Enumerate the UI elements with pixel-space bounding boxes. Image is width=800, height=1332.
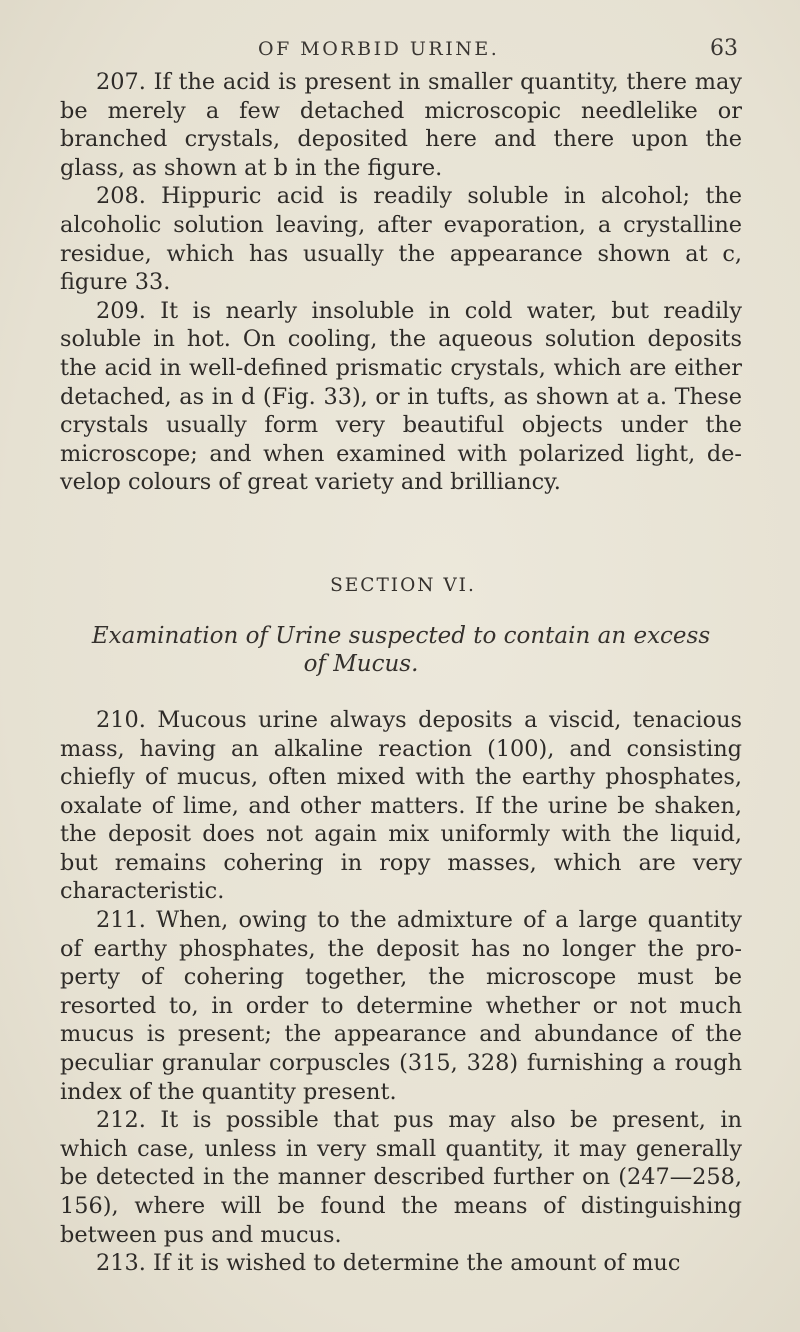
- running-head: [60, 28, 742, 68]
- section-subtitle-line-2: of Mucus.: [303, 650, 419, 677]
- page-number: 63: [710, 36, 738, 61]
- paragraph-208: 208. Hippuric acid is readily soluble in alcohol; the alcoholic solution leaving, after evaporation, a crystalline residue, which has usually the appearance shown at c, figure 33.: [60, 183, 742, 296]
- paragraph-211: 211. When, owing to the admixture of a large quantity of earthy phosphates, the deposit has no longer the pro-perty of cohering together, the microscope must be resorted to, in order to determine whether or not much mucus is present; the appearance and abundance of the peculiar granular corpuscles (315, 328) furnishing a rough index of the quantity present.: [60, 907, 742, 1105]
- running-title: OF MORBID URINE.: [258, 38, 500, 60]
- section-heading: SECTION VI.: [330, 574, 476, 596]
- section-subtitle-line-1: Examination of Urine suspected to contain an excess: [91, 622, 711, 649]
- section-subtitle: [60, 622, 742, 678]
- text-block-bottom: [60, 706, 742, 1278]
- paragraph-213: 213. If it is wished to determine the amount of muc: [96, 1250, 681, 1277]
- paragraph-210: 210. Mucous urine always deposits a viscid, tenacious mass, having an alkaline reaction (100), and consisting chiefly of mucus, often mixed with the earthy phosphates, oxalate of lime, and other matters. If the urine be shaken, the deposit does not again mix uniformly with the liquid, but remains cohering in ropy masses, which are very characteristic.: [60, 706, 742, 905]
- paragraph-209: 209. It is nearly insoluble in cold water, but readily soluble in hot. On cooling, the aqueous solution deposits the acid in well-defined prismatic crystals, which are either detached, as in d (Fig. 33), or in tufts, as shown at a. These crystals usually form very beautiful objects under the microscope; and when examined with polarized light, de-velop colours of great variety and brilliancy.: [60, 297, 742, 496]
- text-block-top: [60, 68, 742, 497]
- paragraph-212: 212. It is possible that pus may also be present, in which case, unless in very small quantity, it may generally be detected in the manner described further on (247—258, 156), where will be found the means of distinguishing between pus and mucus.: [60, 1107, 742, 1248]
- paragraph-207: 207. If the acid is present in smaller quantity, there may be merely a few detached microscopic needlelike or branched crystals, deposited here and there upon the glass, as shown at b in the figure.: [60, 69, 742, 181]
